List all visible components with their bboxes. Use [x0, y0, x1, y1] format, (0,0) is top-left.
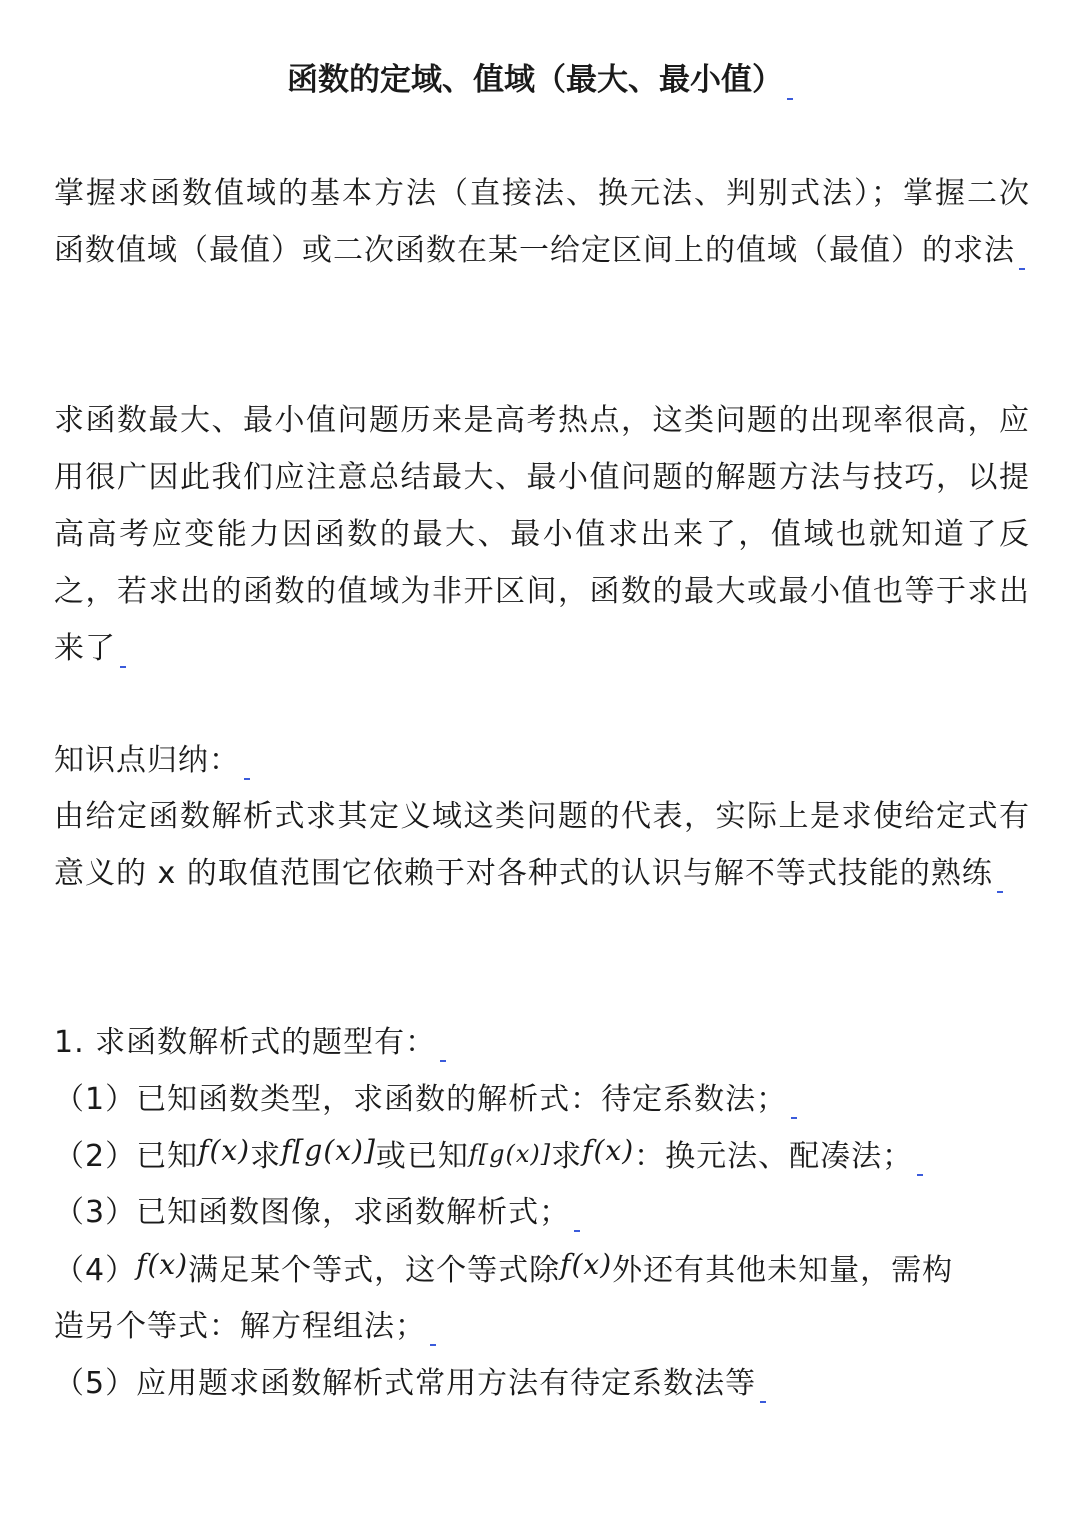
- paragraph-mark: [760, 1401, 766, 1403]
- paragraph-mark: [917, 1174, 923, 1176]
- paragraph-mark: [997, 891, 1003, 893]
- paragraph-mark: [1019, 268, 1025, 270]
- paragraph-mark: [787, 98, 793, 100]
- list-item-2-text-b: 求: [250, 1139, 282, 1174]
- item-heading-text: 1. 求函数解析式的题型有：: [54, 1025, 437, 1060]
- formula-f-g-x-small: f[g(x)]: [468, 1140, 552, 1168]
- list-item-4-text-b: 满足某个等式，这个等式除: [188, 1253, 561, 1288]
- list-item-1: [54, 1071, 797, 1128]
- list-item-2: [54, 1128, 923, 1187]
- paragraph-importance: [54, 392, 1030, 677]
- list-item-4-continued-text: 造另个等式：解方程组法；: [54, 1309, 426, 1344]
- list-item-5: [54, 1355, 766, 1412]
- list-item-4-text-a: （4）: [54, 1253, 137, 1288]
- formula-f-x: f(x): [198, 1134, 251, 1167]
- list-item-4-continued: [54, 1298, 436, 1355]
- item-heading: [54, 1014, 446, 1071]
- list-item-3-text: （3）已知函数图像，求函数解析式；: [54, 1195, 571, 1230]
- formula-f-g-x: f[g(x)]: [281, 1134, 376, 1167]
- list-item-1-text: （1）已知函数类型，求函数的解析式：待定系数法；: [54, 1082, 788, 1117]
- paragraph-mark: [120, 666, 126, 668]
- paragraph-objectives-text: 掌握求函数值域的基本方法（直接法、换元法、判别式法）；掌握二次函数值域（最值）或二次函数在某一给定区间上的值域（最值）的求法: [54, 176, 1030, 268]
- formula-f-x-2: f(x): [582, 1134, 635, 1167]
- list-item-4: [54, 1242, 953, 1299]
- knowledge-heading: [54, 732, 250, 789]
- list-item-5-text: （5）应用题求函数解析式常用方法有待定系数法等: [54, 1366, 757, 1401]
- list-item-2-text-e: ：换元法、配凑法；: [634, 1139, 914, 1174]
- paragraph-importance-text: 求函数最大、最小值问题历来是高考热点，这类问题的出现率很高，应用很广因此我们应注意总结最大、最小值问题的解题方法与技巧，以提高高考应变能力因函数的最大、最小值求出来了，值域也就知道了反之，若求出的函数的值域为非开区间，函数的最大或最小值也等于求出来了: [54, 403, 1030, 666]
- paragraph-mark: [440, 1060, 446, 1062]
- list-item-3: [54, 1184, 580, 1241]
- paragraph-mark: [574, 1230, 580, 1232]
- paragraph-domain-text: 由给定函数解析式求其定义域这类问题的代表，实际上是求使给定式有意义的 x 的取值范围它依赖于对各种式的认识与解不等式技能的熟练: [54, 799, 1030, 891]
- list-item-2-text-a: （2）已知: [54, 1139, 199, 1174]
- paragraph-domain: [54, 788, 1030, 902]
- paragraph-objectives: [54, 165, 1030, 279]
- knowledge-heading-text: 知识点归纳：: [54, 743, 240, 778]
- formula-f-x-4: f(x): [560, 1248, 613, 1281]
- page-title: [0, 58, 1080, 102]
- paragraph-mark: [244, 778, 250, 780]
- paragraph-mark: [430, 1344, 436, 1346]
- formula-f-x-3: f(x): [136, 1248, 189, 1281]
- list-item-2-text-d: 求: [551, 1139, 583, 1174]
- list-item-4-text-c: 外还有其他未知量，需构: [612, 1253, 954, 1288]
- page-title-text: 函数的定域、值域（最大、最小值）: [287, 62, 783, 98]
- list-item-2-text-c: 或已知: [375, 1139, 469, 1174]
- paragraph-mark: [791, 1117, 797, 1119]
